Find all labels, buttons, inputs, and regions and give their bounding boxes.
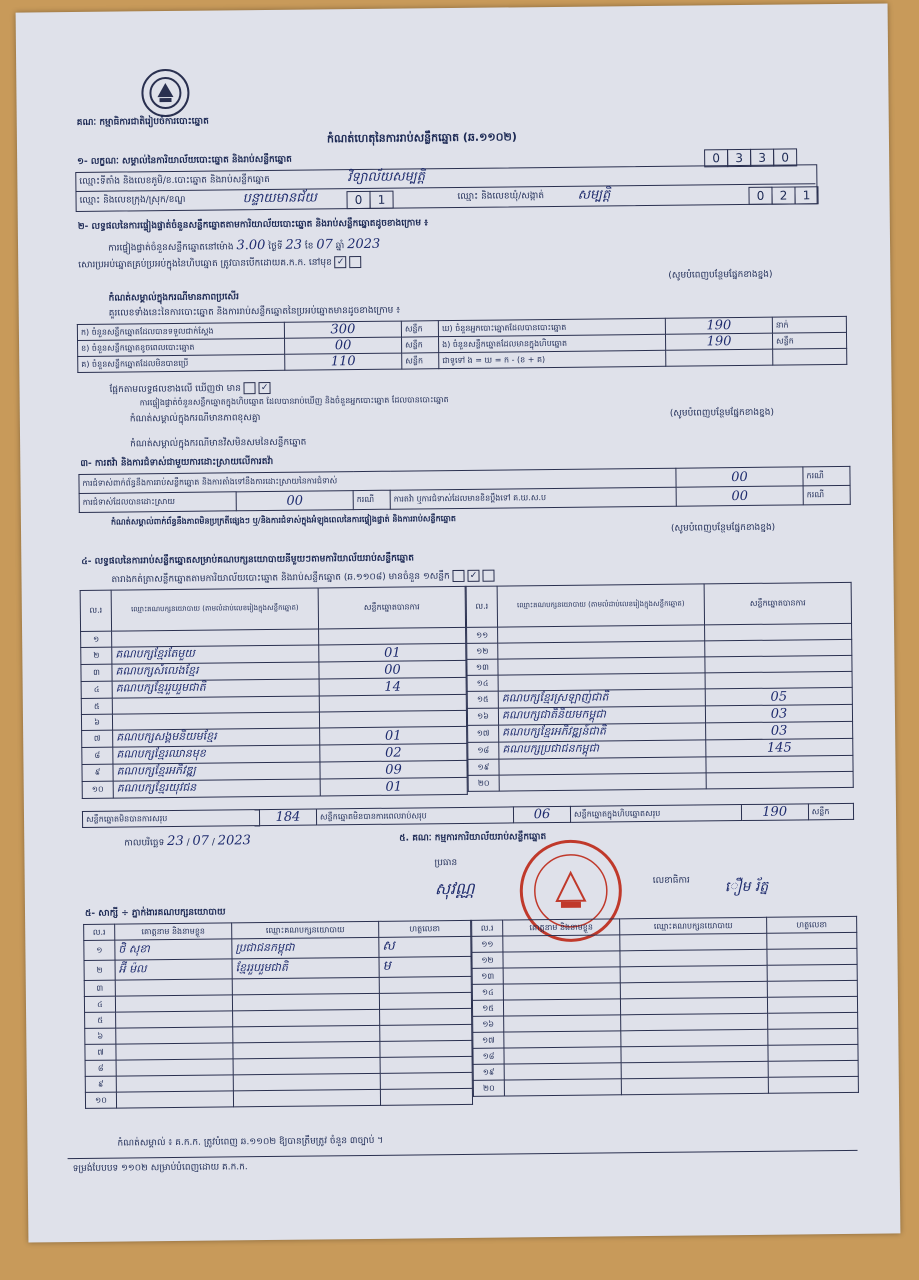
row-number: ១៥	[472, 1000, 503, 1016]
section5-heading: ៥- សាក្សី ÷ ភ្នាក់ងារគណបក្សនយោបាយ	[84, 907, 226, 919]
row-number: ១៨	[473, 1048, 504, 1064]
party-name: គណបក្សខ្មែរអភិវឌ្ឍ	[113, 762, 320, 781]
verify-year: 2023	[347, 236, 381, 253]
party-name: គណបក្សខ្មែររួបរួមជាតិ	[112, 679, 319, 698]
row-unit: សន្លឹក	[402, 353, 439, 369]
district-label: ឈ្មោះ និងលេខក្រុង/ស្រុក/ខណ្ឌ	[79, 194, 186, 206]
party-name: គណបក្សប្រជាជនកម្ពុជា	[499, 740, 706, 759]
row-number: ១៧	[473, 1032, 504, 1048]
section4-subline	[111, 570, 494, 587]
party-name: គណបក្សខ្មែរឈានមុខ	[113, 745, 320, 764]
col-header-votes: សន្លឹកឆ្នោតបានការ	[318, 586, 465, 629]
complaints-table	[78, 466, 850, 513]
agent-signature	[379, 992, 471, 1009]
party-votes	[319, 627, 466, 645]
total-valid-label: សន្លឹកឆ្នោតមិនបានការសរុប	[82, 810, 259, 828]
row-value: 300	[284, 321, 401, 338]
verify-month: 07	[316, 237, 333, 253]
totals-row	[82, 803, 854, 828]
agent-signature	[768, 1060, 858, 1077]
agent-party	[233, 1057, 380, 1075]
checkbox-empty[interactable]	[244, 382, 256, 394]
party-votes	[705, 623, 852, 641]
agent-name	[503, 999, 620, 1016]
committee-title: ៥. គណៈ កម្មការការិយាល័យរាប់សន្លឹកឆ្នោត	[399, 832, 547, 844]
agent-party	[620, 981, 767, 999]
check-line-text: ផ្អែកតាមលទ្ធផលខាងលើ ឃើញថា មាន	[109, 383, 241, 396]
party-votes	[705, 655, 852, 673]
location-label: ឈ្មោះទីតាំង និងលេខភូមិ/ខ.បោះឆ្នោត និងរាប់សន្លឹកឆ្នោត	[79, 174, 270, 187]
bullet-invalid: កំណត់សម្គាល់ក្នុងករណីមានវិសមិនសមនៃសន្លឹកឆ្នោត	[130, 437, 307, 450]
agent-name	[116, 1043, 233, 1060]
agent-name	[116, 1027, 233, 1044]
row-number: ១៦	[473, 1016, 504, 1032]
commune-digit: 0	[748, 187, 772, 205]
table-row	[82, 803, 853, 827]
complaint-value: 00	[676, 467, 803, 487]
agent-signature	[767, 996, 857, 1013]
agent-signature	[767, 948, 857, 965]
commune-label: ឈ្មោះ និងលេខឃុំ/សង្កាត់	[457, 191, 545, 202]
chair-signature: សុវណ្ណ	[434, 878, 475, 899]
agent-party	[620, 997, 767, 1015]
agent-name	[503, 951, 620, 968]
row-number: ៨	[82, 747, 113, 764]
agent-signature	[380, 1024, 472, 1041]
col-header-party: ឈ្មោះគណបក្សនយោបាយ (តាមលំដាប់លេខរៀងក្នុងសន្លឹកឆ្នោត)	[111, 588, 318, 631]
agents-table-left	[83, 920, 473, 1109]
agent-party	[233, 1009, 380, 1027]
commune-value: សម្បត្តិ	[577, 187, 611, 203]
secretary-signature: ឿម រ័ត្ន	[724, 878, 769, 896]
party-name: គណបក្សសំលេងខ្មែរ	[112, 662, 319, 681]
row-number: ២០	[468, 775, 499, 791]
location-value: វិទ្យាល័យសម្បត្តិ	[347, 169, 426, 186]
checkbox-checked[interactable]: ✓	[259, 382, 271, 394]
complaints-footer: កំណត់សម្គាល់ពាក់ព័ន្ធនឹងភាពមិនប្រក្រតីផ្សេងៗ ឬ/និងការជំទាស់ក្នុងអំឡុងពេលនៃការផ្ទៀងផ្ទាត់ និងការរាប់សន្លឹកឆ្នោត	[110, 514, 456, 527]
footer-divider	[68, 1150, 858, 1159]
fill-back-note: (សូមបំពេញបន្ថែមផ្នែកខាងខ្នង)	[669, 407, 775, 419]
party-votes	[319, 710, 466, 728]
agent-party: ខ្មែររួបរួមជាតិ	[232, 957, 379, 979]
row-number: ១	[81, 631, 112, 647]
row-number: ៧	[85, 1044, 116, 1060]
party-votes: 05	[705, 687, 852, 706]
checkbox-checked[interactable]: ✓	[335, 256, 347, 268]
party-votes	[705, 671, 852, 689]
row-value	[666, 349, 773, 366]
agent-party	[620, 933, 767, 951]
complaint-label: ការតវ៉ា ឬការជំទាស់ដែលមានខិនប្តឹងទៅ គ.ឃ.ស.ប	[390, 487, 676, 509]
row-unit	[773, 348, 847, 365]
complaint-label: ការជំទាស់ដែលបានដោះស្រាយ	[79, 492, 236, 513]
section2-heading: ២- លទ្ធផលនៃការផ្ទៀងផ្ទាត់ចំនួនសន្លឹកឆ្នោតតាមការិយាល័យបោះឆ្នោត និងរាប់សន្លឹកឆ្នោតដូចខាងក្រោម ៖	[77, 218, 429, 232]
row-number: ៩	[85, 1076, 116, 1092]
col-header-no: ល.រ	[472, 920, 503, 936]
section1-heading: ១- លក្ខណៈ សម្គាល់នៃការិយាល័យបោះឆ្នោត និងរាប់សន្លឹកឆ្នោត	[77, 154, 292, 167]
agent-party	[621, 1013, 768, 1031]
agent-party	[232, 977, 379, 995]
row-unit: សន្លឹក	[401, 321, 438, 337]
row-number: ១១	[467, 627, 498, 643]
org-name: គណៈ កម្មាធិការជាតិរៀបចំការបោះឆ្នោត	[76, 116, 209, 128]
row-label: ឃ) ចំនួនអ្នកបោះឆ្នោតដែលបានបោះឆ្នោត	[438, 318, 665, 336]
row-number: ១៥	[467, 691, 498, 708]
district-digits	[347, 189, 393, 209]
intro-text: គួរលេខទាំងនេះនៃការបោះឆ្នោត និងការរាប់សន្លឹកឆ្នោតនៃប្រអប់ឆ្នោតមានដូចខាងក្រោម ៖	[108, 305, 401, 319]
fill-back-note: (សូមបំពេញបន្ថែមផ្នែកខាងខ្នង)	[668, 269, 773, 281]
invalid-label: សន្លឹកឆ្នោតមិនបានការពេលរាប់សរុប	[316, 807, 513, 825]
secretary-label: លេខាធិការ	[652, 875, 690, 886]
results-body-right	[467, 623, 854, 791]
code-digit: 0	[704, 149, 728, 167]
bullet-diff: កំណត់សម្គាល់ក្នុងករណីមានភាពខុសគ្នា	[129, 413, 261, 425]
row-number: ១៤	[467, 675, 498, 691]
document-sheet	[16, 3, 901, 1242]
table-header-row	[466, 582, 851, 627]
agents-body-left	[84, 936, 473, 1108]
row-unit: សន្លឹក	[402, 337, 439, 353]
col-header-no: ល.រ	[84, 924, 115, 940]
complaint-unit: ករណី	[803, 485, 850, 504]
party-name	[499, 773, 706, 791]
complaint-value: 00	[236, 491, 353, 511]
check-line2: ការផ្ទៀងផ្ទាត់ចំនួនសន្លឹកឆ្នោតក្នុងហិបឆ្នោត ដែលបានរាប់ឃើញ និងចំនួនអ្នកបោះឆ្នោត ដែលបានបោះឆ្នោត	[139, 395, 449, 408]
code-digit: 3	[727, 149, 751, 167]
party-name: គណបក្សខ្មែរអភិវឌ្ឍន៍ជាតិ	[499, 723, 706, 742]
code-digit: 3	[750, 149, 774, 167]
table-row	[82, 777, 467, 798]
footnote: កំណត់សម្គាល់ ៖ គ.ក.ក. ត្រូវបំពេញ ឆ.១១០២ ឱ្យបានត្រឹមត្រូវ ចំនួន ៣ច្បាប់ ។	[117, 1135, 384, 1149]
row-number: ២	[84, 960, 115, 980]
agent-party	[620, 949, 767, 967]
agent-signature	[768, 1012, 858, 1029]
party-votes	[706, 771, 853, 789]
agent-name	[504, 1031, 621, 1048]
results-table-right	[466, 582, 854, 792]
row-label: គ) ចំនួនសន្លឹកឆ្នោតដែលមិនបានប្រើ	[78, 354, 285, 372]
row-number: ១៩	[468, 759, 499, 775]
row-value: 190	[665, 317, 772, 334]
box-total-label: សន្លឹកឆ្នោតក្នុងហិបឆ្នោតសរុប	[570, 805, 741, 823]
section4-heading: ៤- លទ្ធផលនៃការរាប់សន្លឹកឆ្នោតសម្រាប់គណបក្សនយោបាយនីមួយៗតាមការិយាល័យរាប់សន្លឹកឆ្នោត	[81, 553, 414, 567]
fill-back-note: (សូមបំពេញបន្ថែមផ្នែកខាងខ្នង)	[670, 522, 776, 534]
row-number: ៥	[85, 1012, 116, 1028]
party-votes	[319, 694, 466, 712]
row-value: 00	[285, 337, 402, 354]
row-number: ៦	[81, 714, 112, 730]
agent-signature: ម	[379, 956, 471, 977]
party-name: គណបក្សជាតិនិយមកម្ពុជា	[498, 706, 705, 725]
agent-name	[115, 979, 232, 996]
col-header-party: ឈ្មោះគណបក្សនយោបាយ	[620, 917, 767, 935]
row-number: ១៣	[472, 968, 503, 984]
row-number: ១០	[82, 781, 113, 798]
row-number: ១៧	[468, 725, 499, 742]
row-number: ៦	[85, 1028, 116, 1044]
commune-digit: 2	[771, 186, 795, 204]
row-number: ៤	[84, 996, 115, 1012]
agents-table-right	[471, 916, 859, 1097]
party-votes: 01	[320, 726, 467, 745]
commune-digits	[749, 184, 818, 205]
year-label: ឆ្នាំ	[335, 241, 345, 252]
remarks-subheading: កំណត់សម្គាល់ក្នុងករណីមានភាពប្រសើរ	[108, 292, 239, 304]
district-digit: 1	[369, 191, 393, 209]
row-number: ២០	[473, 1080, 504, 1096]
agent-signature	[380, 1040, 472, 1057]
row-number: ៥	[81, 698, 112, 714]
agent-signature	[379, 976, 471, 993]
party-name: គណបក្សសង្គមនិយមខ្មែរ	[113, 728, 320, 747]
row-number: ៣	[84, 980, 115, 996]
party-votes: 01	[319, 643, 466, 662]
row-number: ១៤	[472, 984, 503, 1000]
row-number: ១០	[85, 1092, 116, 1108]
section3-heading: ៣- ការតវ៉ា និងការជំទាស់ជាមួយការដោះស្រាយលើការតវ៉ា	[80, 456, 274, 469]
row-value: 110	[285, 353, 402, 370]
agent-signature	[767, 964, 857, 981]
agent-signature	[768, 1044, 858, 1061]
agent-name	[504, 1063, 621, 1080]
col-header-no: ល.រ	[466, 586, 497, 627]
form-note: ទម្រង់បែបបទ ១១០២ សម្រាប់បំពេញដោយ គ.ក.ក.	[72, 1162, 248, 1175]
code-digit: 0	[773, 148, 797, 166]
agent-name	[116, 1075, 233, 1092]
box-opened-text: សោរប្រអប់ឆ្នោតគ្រប់ប្រអប់ក្នុងនៃហិបឆ្នោត ត្រូវបានបើកដោយគ.ក.ក. នៅមុខ	[78, 257, 332, 271]
agent-signature	[767, 980, 857, 997]
row-number: ៩	[82, 764, 113, 781]
agent-party	[621, 1029, 768, 1047]
nec-logo	[141, 69, 190, 118]
table-header-row	[80, 586, 465, 631]
complaint-unit: ករណី	[353, 490, 390, 509]
row-number: ១៩	[473, 1064, 504, 1080]
party-name: គណបក្សខ្មែរស្រឡាញ់ជាតិ	[498, 689, 705, 708]
agent-party	[233, 1025, 380, 1043]
agent-party	[232, 993, 379, 1011]
party-votes	[705, 639, 852, 657]
date-month: 07	[192, 833, 210, 849]
agent-name	[503, 935, 620, 952]
box-total-value: 190	[741, 804, 808, 821]
col-header-party: ឈ្មោះគណបក្សនយោបាយ	[232, 921, 379, 939]
row-value: 190	[665, 333, 772, 350]
row-number: ១២	[472, 952, 503, 968]
row-number: ២	[81, 647, 112, 664]
agent-name	[116, 1059, 233, 1076]
subline-text: តារាងកត់ត្រាសន្លឹកឆ្នោតតាមការិយាល័យបោះឆ្នោត និងរាប់សន្លឹកឆ្នោត (ឆ.១១០៨) មានចំនួន ១សន្លឹក	[111, 571, 450, 586]
row-number: ១	[84, 940, 115, 960]
row-label: ខ) ចំនួនសន្លឹកឆ្នោតខូចពេលបោះឆ្នោត	[78, 338, 285, 356]
party-votes: 02	[320, 743, 467, 762]
date-day: 23	[167, 833, 184, 850]
agent-signature	[380, 1008, 472, 1025]
agent-party	[621, 1045, 768, 1063]
results-table-left	[80, 586, 468, 799]
date-line: កាលបរិច្ឆេទ 23 / 07 / 2023	[124, 833, 251, 850]
month-label: ខែ	[304, 241, 314, 252]
row-unit: សន្លឹក	[772, 332, 846, 349]
commune-digit: 1	[794, 186, 818, 204]
agent-name	[116, 1091, 233, 1108]
check-line	[109, 382, 270, 396]
complaint-value: 00	[676, 486, 803, 506]
agent-party	[233, 1073, 380, 1091]
col-header-no: ល.រ	[80, 590, 111, 631]
agent-name	[504, 1079, 621, 1096]
agent-name	[503, 983, 620, 1000]
row-number: ១៦	[467, 708, 498, 725]
agent-party: ប្រជាជនកម្ពុជា	[232, 937, 379, 959]
col-header-votes: សន្លឹកឆ្នោតបានការ	[704, 582, 851, 625]
date-year: 2023	[217, 833, 251, 849]
agent-name	[503, 967, 620, 984]
agent-party	[233, 1041, 380, 1059]
agent-signature	[768, 1076, 858, 1093]
row-label: ជាទូទៅ ង = ឃ = ក - (ខ + គ)	[439, 350, 666, 368]
page-title: កំណត់ហេតុនៃការរាប់សន្លឹកឆ្នោត (ឆ.១១០២)	[326, 130, 517, 146]
agent-name: ថិ សុខា	[115, 939, 232, 960]
checkbox-empty[interactable]	[453, 570, 465, 582]
box-opened-line	[78, 256, 361, 271]
day-label: ថ្ងៃទី	[268, 241, 283, 252]
col-header-party: ឈ្មោះគណបក្សនយោបាយ (តាមលំដាប់លេខរៀងក្នុងសន្លឹកឆ្នោត)	[497, 584, 704, 627]
district-digit: 0	[346, 191, 370, 209]
party-name: គណបក្សខ្មែរតែមួយ	[112, 645, 319, 664]
agent-party	[621, 1061, 768, 1079]
agent-party	[621, 1077, 768, 1095]
ballot-count-table	[77, 316, 847, 373]
verify-line	[108, 236, 381, 255]
box-total-unit: សន្លឹក	[808, 803, 853, 819]
total-valid-value: 184	[259, 809, 316, 826]
table-row	[473, 1076, 858, 1096]
invalid-value: 06	[513, 806, 570, 823]
agent-signature	[380, 1088, 472, 1105]
col-header-sign: ហត្ថលេខា	[379, 920, 471, 937]
party-votes: 14	[319, 677, 466, 696]
results-body-left	[81, 627, 468, 798]
agent-name	[504, 1015, 621, 1032]
district-value: បន្ទាយមានជ័យ	[242, 190, 317, 207]
complaint-label: ការជំទាស់ពាក់ព័ន្ធនឹងការរាប់សន្លឹកឆ្នោត និងការតាំងទៅនឹងការដោះស្រាយនៃការជំទាស់	[79, 468, 676, 493]
row-number: ៣	[81, 664, 112, 681]
table-row	[85, 1088, 472, 1108]
row-number: ១៣	[467, 659, 498, 675]
agent-name	[116, 1011, 233, 1028]
col-header-name: គោត្តនាម និងនាមខ្លួន	[503, 919, 620, 936]
agent-name	[115, 995, 232, 1012]
row-unit: នាក់	[772, 316, 846, 333]
checkbox-checked[interactable]: ✓	[467, 570, 479, 582]
party-votes: 03	[705, 704, 852, 723]
date-label: កាលបរិច្ឆេទ	[124, 838, 165, 849]
agent-party	[620, 965, 767, 983]
row-number: ១១	[472, 936, 503, 952]
row-label: ង) ចំនួនសន្លឹកឆ្នោតដែលមានក្នុងហិបឆ្នោត	[439, 334, 666, 352]
verify-label: ការផ្ទៀងផ្ទាត់ចំនួនសន្លឹកឆ្នោតនៅម៉ោង	[108, 242, 234, 254]
agents-body-right	[472, 932, 859, 1096]
party-name: គណបក្សខ្មែរយុវជន	[113, 779, 320, 798]
col-header-sign: ហត្ថលេខា	[767, 916, 857, 933]
chair-label: ប្រធាន	[434, 858, 458, 869]
agent-signature	[380, 1072, 472, 1089]
agent-signature: ស	[379, 936, 471, 957]
party-votes: 00	[319, 660, 466, 679]
col-header-name: គោត្តនាម និងនាមខ្លួន	[115, 923, 232, 940]
verify-time: 3.00	[236, 237, 266, 254]
complaint-unit: ករណី	[803, 466, 850, 485]
party-votes	[706, 755, 853, 773]
party-votes: 145	[706, 738, 853, 757]
row-label: ក) ចំនួនសន្លឹកឆ្នោតដែលបានទទួលជាក់ស្តែង	[77, 322, 284, 340]
party-votes: 01	[320, 777, 467, 796]
checkbox-empty[interactable]	[482, 570, 494, 582]
row-number: ៤	[81, 681, 112, 698]
party-votes: 03	[706, 721, 853, 740]
agent-party	[233, 1089, 380, 1107]
row-number: ៧	[82, 730, 113, 747]
verify-day: 23	[285, 237, 303, 253]
table-row	[468, 771, 853, 791]
agent-name: អ៊ី ម៉ល	[115, 959, 232, 980]
agent-name	[504, 1047, 621, 1064]
row-number: ១២	[467, 643, 498, 659]
agent-signature	[380, 1056, 472, 1073]
row-number: ១៨	[468, 742, 499, 759]
party-votes: 09	[320, 760, 467, 779]
agent-signature	[768, 1028, 858, 1045]
row-number: ៨	[85, 1060, 116, 1076]
agent-signature	[767, 932, 857, 949]
checkbox-empty[interactable]	[349, 256, 361, 268]
